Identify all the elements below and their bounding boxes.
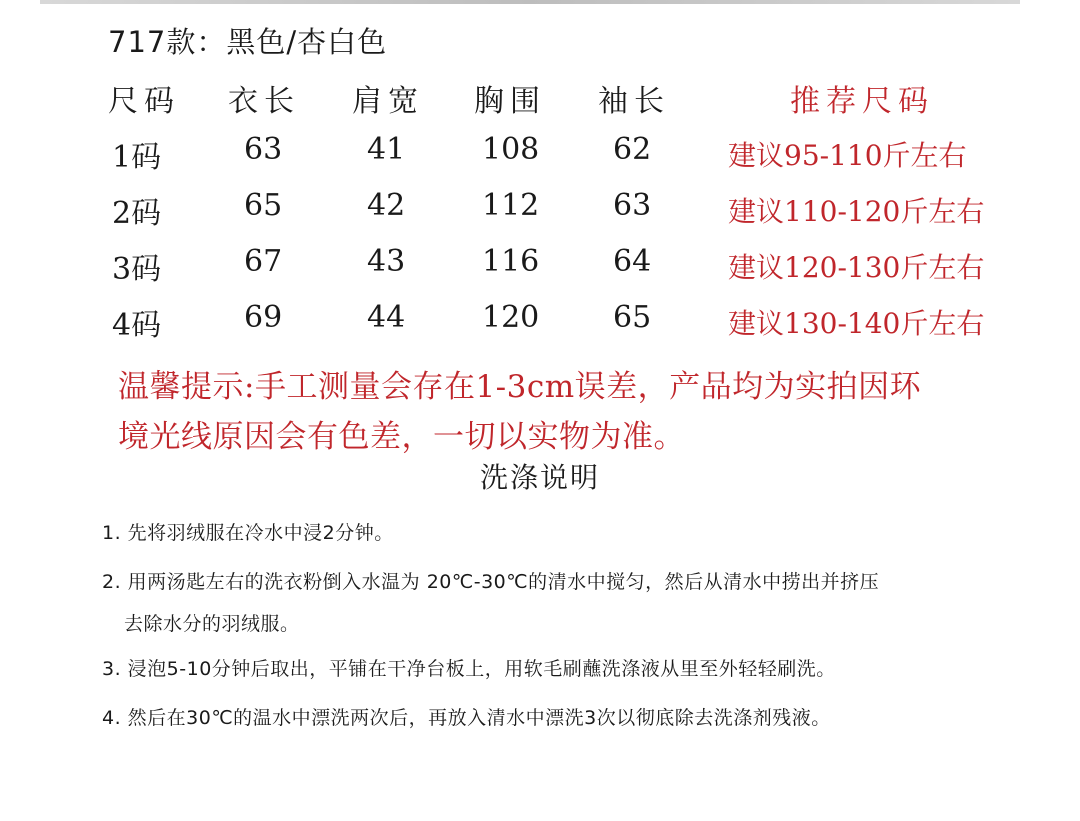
row-3-size: 3码 [112,252,162,287]
row-4-chest: 120 [482,300,540,335]
header-length: 衣长 [228,84,300,119]
row-2-recommend: 建议110-120斤左右 [728,195,985,228]
washing-step-2 [102,561,879,645]
row-4-length: 69 [244,300,283,335]
row-2-length: 65 [244,188,283,223]
washing-step-3 [102,648,836,690]
header-shoulder: 肩宽 [352,84,424,119]
top-divider [40,0,1020,4]
washing-title: 洗涤说明 [479,461,600,494]
tip-line-2: 境光线原因会有色差，一切以实物为准。 [118,419,685,455]
step-3-text: 3. 浸泡5-10分钟后取出，平铺在干净台板上，用软毛刷蘸洗涤液从里至外轻轻刷洗。 [102,658,836,680]
row-2-size: 2码 [112,196,162,231]
warm-tip [118,362,1018,462]
step-2-text-cont: 去除水分的羽绒服。 [124,613,300,635]
step-2-text: 2. 用两汤匙左右的洗衣粉倒入水温为 20℃-30℃的清水中搅匀，然后从清水中捞出并挤压 [102,571,880,593]
tip-line-1: 温馨提示:手工测量会存在1-3cm误差，产品均为实拍因环 [118,369,922,405]
row-1-shoulder: 41 [367,132,406,167]
row-1-recommend: 建议95-110斤左右 [728,139,967,172]
product-title: 717款：黑色/杏白色 [108,25,388,59]
row-2-sleeve: 63 [613,188,652,223]
row-3-chest: 116 [482,244,540,279]
row-4-recommend: 建议130-140斤左右 [728,307,985,340]
header-chest: 胸围 [474,84,546,119]
row-1-chest: 108 [482,132,540,167]
row-3-shoulder: 43 [367,244,406,279]
row-3-recommend: 建议120-130斤左右 [728,251,985,284]
row-1-length: 63 [244,132,283,167]
row-4-size: 4码 [112,308,162,343]
row-4-shoulder: 44 [367,300,406,335]
row-2-shoulder: 42 [367,188,406,223]
step-4-text: 4. 然后在30℃的温水中漂洗两次后，再放入清水中漂洗3次以彻底除去洗涤剂残液。 [102,707,831,729]
row-1-size: 1码 [112,140,162,175]
row-4-sleeve: 65 [613,300,652,335]
header-size: 尺码 [108,84,180,119]
header-sleeve: 袖长 [598,84,670,119]
row-2-chest: 112 [482,188,540,223]
row-3-length: 67 [244,244,283,279]
washing-step-4 [102,697,831,739]
washing-step-1 [102,512,394,554]
row-3-sleeve: 64 [613,244,652,279]
row-1-sleeve: 62 [613,132,652,167]
header-recommend: 推荐尺码 [790,84,934,119]
step-1-text: 1. 先将羽绒服在冷水中浸2分钟。 [102,522,394,544]
